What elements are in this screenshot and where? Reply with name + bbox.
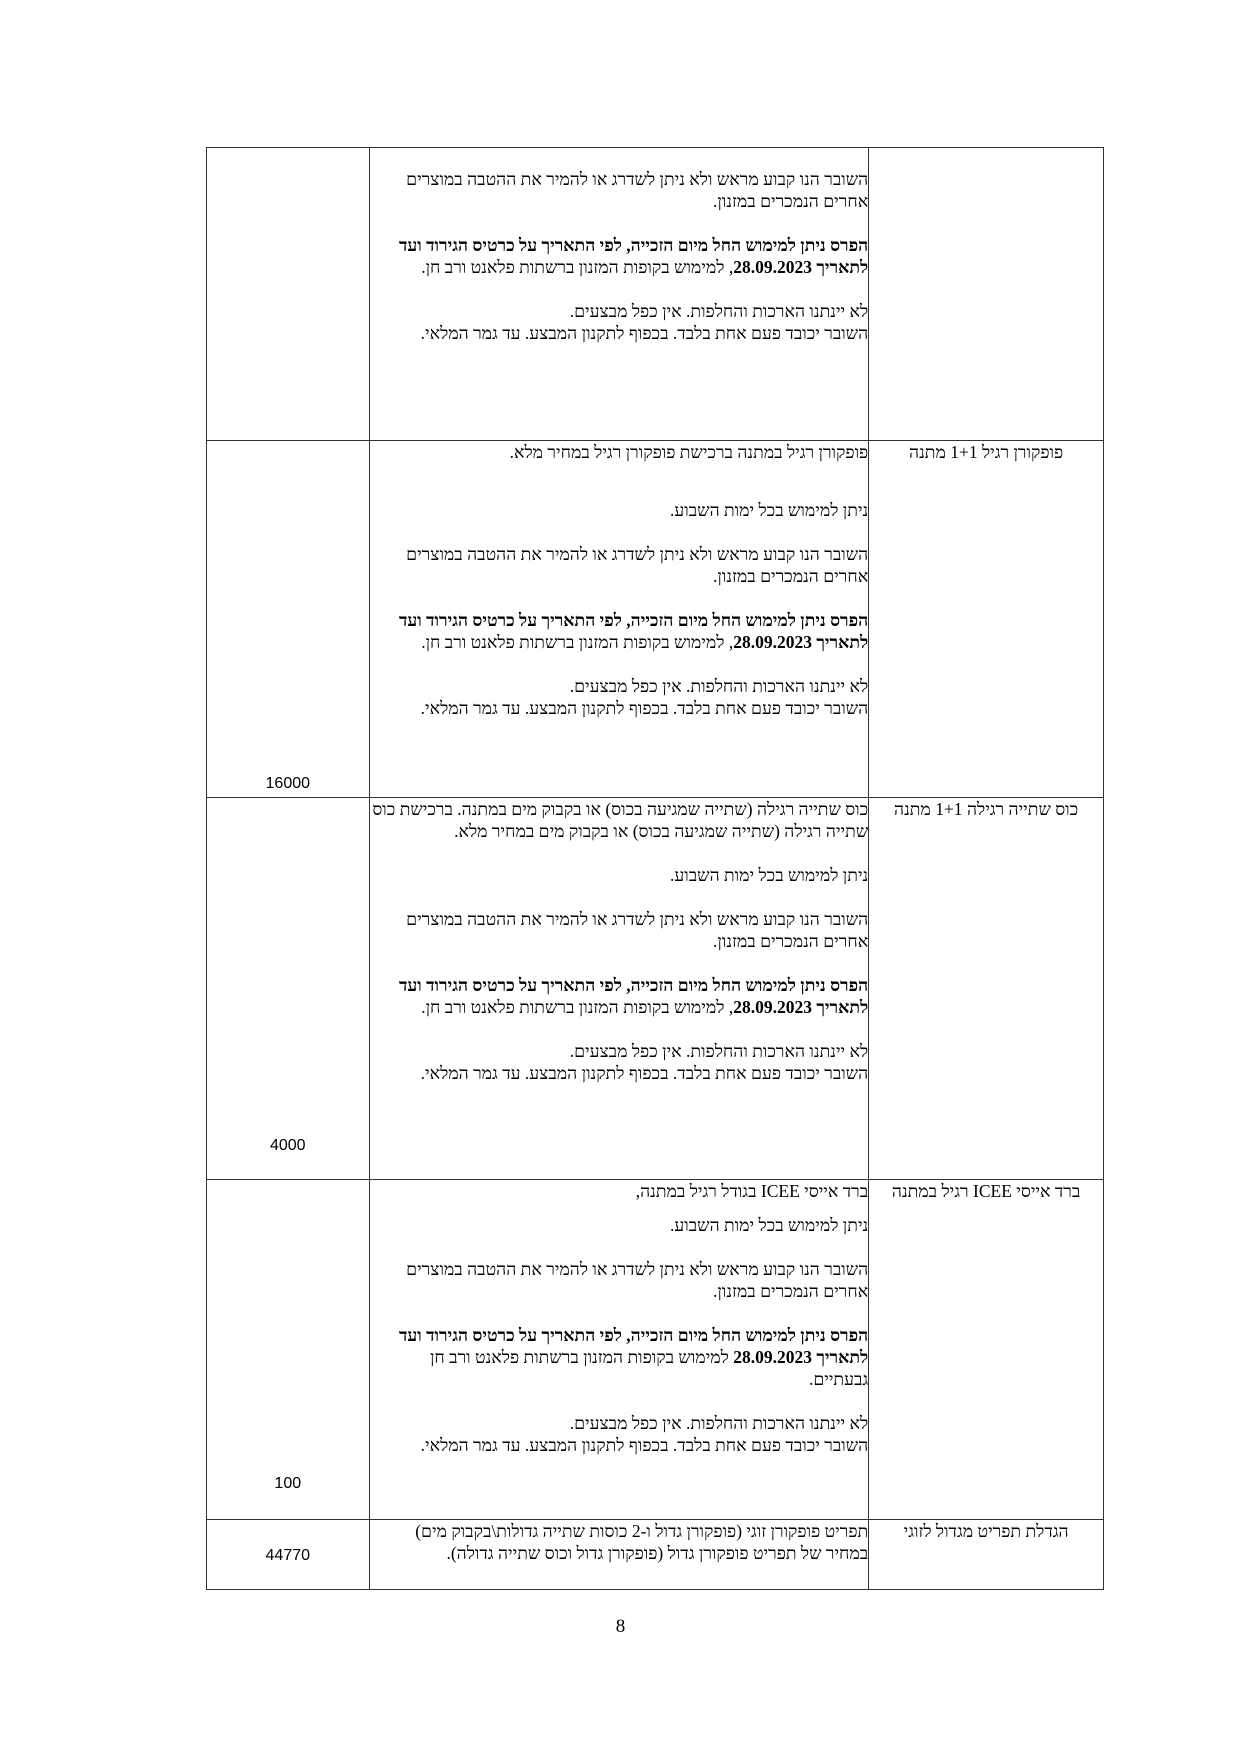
table-row <box>207 798 1104 1180</box>
prize-quantity-cell <box>207 148 370 441</box>
prize-quantity-cell <box>207 441 370 798</box>
table-row <box>207 441 1104 798</box>
prize-name: הגדלת תפריט מגדול לזוגי <box>903 1521 1069 1541</box>
prize-description-cell <box>369 1180 869 1520</box>
upgrade-note: השובר הנו קבוע מראש ולא ניתן לשדרג או להמיר את ההטבה במוצרים אחרים הנמכרים במזנון. <box>406 169 869 211</box>
prize-validity-rest: למימוש בקופות המזנון ברשתות פלאנט ורב חן גבעתיים. <box>429 1347 869 1389</box>
page-number: 8 <box>615 1616 626 1637</box>
prizes-table <box>206 147 1104 1590</box>
prize-quantity: 16000 <box>265 775 311 792</box>
all-week-note: ניתן למימוש בכל ימות השבוע. <box>669 865 869 885</box>
prize-validity-note <box>370 609 869 653</box>
prize-description-cell <box>369 1520 869 1590</box>
prize-description-cell <box>369 798 869 1180</box>
prize-validity-bold: הפרס ניתן למימוש החל מיום הזכייה, לפי התאריך על כרטיס הגירוד ועד לתאריך 28.09.2023 <box>398 610 869 652</box>
prize-quantity: 44770 <box>265 1547 311 1564</box>
prize-quantity: 4000 <box>269 1137 306 1154</box>
no-extensions-note: לא יינתנו הארכות והחלפות. אין כפל מבצעים. <box>569 301 869 321</box>
prize-validity-bold: הפרס ניתן למימוש החל מיום הזכייה, לפי התאריך על כרטיס הגירוד ועד לתאריך 28.09.2023 <box>398 235 869 277</box>
prize-quantity-cell <box>207 1520 370 1590</box>
prize-name-cell <box>869 1180 1104 1520</box>
prize-intro: כוס שתייה רגילה (שתייה שמגיעה בכוס) או בקבוק מים במתנה. ברכישת כוס שתייה רגילה (שתייה שמגיעה בכוס) או בקבוק מים במחיר מלא. <box>372 799 869 841</box>
prize-name-cell <box>869 798 1104 1180</box>
one-time-note: השובר יכובד פעם אחת בלבד. בכפוף לתקנון המבצע. עד גמר המלאי. <box>420 323 869 343</box>
prize-validity-bold: הפרס ניתן למימוש החל מיום הזכייה, לפי התאריך על כרטיס הגירוד ועד לתאריך 28.09.2023 <box>398 975 869 1017</box>
prize-description-cell <box>369 441 869 798</box>
upgrade-note: השובר הנו קבוע מראש ולא ניתן לשדרג או להמיר את ההטבה במוצרים אחרים הנמכרים במזנון. <box>406 1259 869 1301</box>
table-row <box>207 1180 1104 1520</box>
upgrade-note: השובר הנו קבוע מראש ולא ניתן לשדרג או להמיר את ההטבה במוצרים אחרים הנמכרים במזנון. <box>406 544 869 586</box>
prize-validity-bold: הפרס ניתן למימוש החל מיום הזכייה, לפי התאריך על כרטיס הגירוד ועד לתאריך 28.09.2023 <box>398 1325 869 1367</box>
prize-quantity-cell <box>207 798 370 1180</box>
prize-intro: פופקורן רגיל במתנה ברכישת פופקורן רגיל במחיר מלא. <box>509 442 869 462</box>
prize-validity-rest: , למימוש בקופות המזנון ברשתות פלאנט ורב חן. <box>421 632 734 652</box>
all-week-note: ניתן למימוש בכל ימות השבוע. <box>669 500 869 520</box>
prize-name: ברד אייסי ICEE רגיל במתנה <box>891 1181 1081 1201</box>
prize-validity-rest: , למימוש בקופות המזנון ברשתות פלאנט ורב חן. <box>421 257 734 277</box>
no-extensions-note: לא יינתנו הארכות והחלפות. אין כפל מבצעים. <box>569 676 869 696</box>
one-time-note: השובר יכובד פעם אחת בלבד. בכפוף לתקנון המבצע. עד גמר המלאי. <box>420 1063 869 1083</box>
prize-name: פופקורן רגיל 1+1 מתנה <box>909 442 1064 462</box>
prize-name-cell <box>869 441 1104 798</box>
prize-validity-note <box>370 974 869 1018</box>
prize-quantity: 100 <box>274 1475 302 1492</box>
one-time-note: השובר יכובד פעם אחת בלבד. בכפוף לתקנון המבצע. עד גמר המלאי. <box>420 1435 869 1455</box>
no-extensions-note: לא יינתנו הארכות והחלפות. אין כפל מבצעים. <box>569 1041 869 1061</box>
prize-description-cell <box>369 148 869 441</box>
all-week-note: ניתן למימוש בכל ימות השבוע. <box>669 1215 869 1235</box>
upgrade-note: השובר הנו קבוע מראש ולא ניתן לשדרג או להמיר את ההטבה במוצרים אחרים הנמכרים במזנון. <box>406 909 869 951</box>
prize-validity-note <box>370 1324 869 1390</box>
no-extensions-note: לא יינתנו הארכות והחלפות. אין כפל מבצעים. <box>569 1413 869 1433</box>
one-time-note: השובר יכובד פעם אחת בלבד. בכפוף לתקנון המבצע. עד גמר המלאי. <box>420 698 869 718</box>
prize-validity-note <box>370 234 869 278</box>
table-row <box>207 1520 1104 1590</box>
table-row <box>207 148 1104 441</box>
prize-intro: תפריט פופקורן זוגי (פופקורן גדול ו-2 כוסות שתייה גדולות\בקבוק מים) במחיר של תפריט פופקורן גדול (פופקורן גדול וכוס שתייה גדולה). <box>415 1521 869 1563</box>
prize-name-cell <box>869 148 1104 441</box>
prize-name: כוס שתייה רגילה 1+1 מתנה <box>894 799 1079 819</box>
prize-validity-rest: , למימוש בקופות המזנון ברשתות פלאנט ורב חן. <box>421 997 734 1017</box>
prize-name-cell <box>869 1520 1104 1590</box>
prize-intro: ברד אייסי ICEE בגודל רגיל במתנה, <box>635 1181 869 1201</box>
prize-quantity-cell <box>207 1180 370 1520</box>
